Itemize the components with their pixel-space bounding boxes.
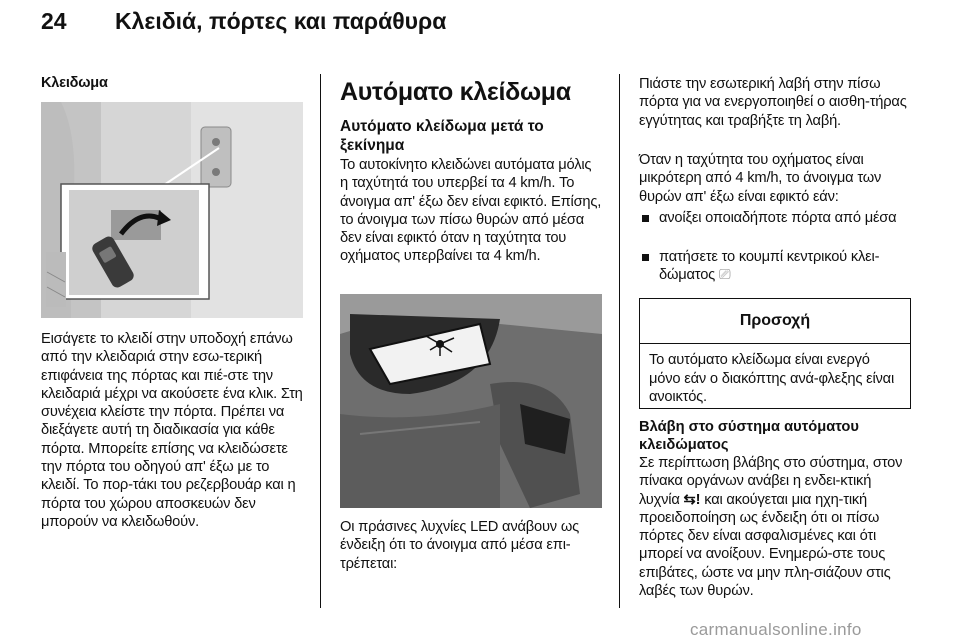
page-title: Κλειδιά, πόρτες και παράθυρα: [115, 8, 447, 34]
fault-heading: Βλάβη στο σύστημα αυτόματου κλειδώματος: [639, 419, 859, 453]
central-lock-icon: ⎚: [718, 267, 731, 284]
column-divider: [619, 74, 620, 608]
watermark: carmanualsonline.info: [690, 620, 862, 639]
key-lock-photo: [41, 102, 303, 318]
handle-sensor-paragraph: Πιάστε την εσωτερική λαβή στην πίσω πόρτα για να ενεργοποιηθεί ο αισθη-τήρας εγγύτητας και τραβήξτε τη λαβή.: [639, 76, 907, 129]
page-header: [0, 0, 960, 44]
column-divider: [320, 74, 321, 608]
speed-condition-paragraph: Όταν η ταχύτητα του οχήματος είναι μικρότερη από 4 km/h, το άνοιγμα των θυρών απ' έξω είναι εφικτό εάν:: [639, 152, 882, 205]
fault-text-b: και ακούγεται μια ηχη-τική προειδοποίηση ως ένδειξη ότι οι πίσω πόρτες δεν είναι ασφαλισμένες και ότι μπορεί να ανοίξουν. Ενημερώ-στε τους επιβάτες, ώστε να μην πλη-σιάζουν στις λαβές των θυρών.: [639, 491, 891, 600]
bullet-item: [639, 248, 911, 285]
warning-lamp-icon: ⇆!: [683, 491, 701, 508]
bullet-text: πατήσετε το κουμπί κεντρικού κλει-δώματος: [659, 249, 880, 284]
warning-box: [639, 298, 911, 409]
section-heading: Αυτόματο κλείδωμα: [340, 78, 571, 106]
section-label: Κλειδωμα: [41, 75, 108, 91]
fault-paragraph: [639, 454, 911, 600]
warning-title: Προσοχή: [640, 299, 910, 344]
door-handle-led-photo: [340, 294, 602, 508]
page-number: 24: [41, 8, 67, 34]
bullet-item: [639, 209, 911, 227]
bullet-text: ανοίξει οποιαδήποτε πόρτα από μέσα: [659, 210, 897, 226]
auto-lock-paragraph: Το αυτοκίνητο κλειδώνει αυτόματα μόλις η ταχύτητά του υπερβεί τα 4 km/h. Το άνοιγμα απ' έξω δεν είναι εφικτό. Επίσης, το άνοιγμα των πίσω θυρών από μέσα δεν είναι εφικτό όταν η ταχύτητα του οχήματος υπερβαίνει τα 4 km/h.: [340, 157, 602, 265]
fault-text-a: Σε περίπτωση βλάβης στο σύστημα, στον πίνακα οργάνων ανάβει η ενδει-κτική λυχνία: [639, 455, 903, 508]
locking-instructions: Εισάγετε το κλειδί στην υποδοχή επάνω από την κλειδαριά στην εσω-τερική επιφάνεια της πόρτας και πιέ-στε την κλειδαριά μέχρι να ακούσετε ένα κλικ. Στη συνέχεια κλείστε την πόρτα. Πρέπει να διεξάγετε αυτή τη διαδικασία για κάθε πόρτα. Μπορείτε επίσης να κλειδώσετε την πόρτα του οδηγού απ' έξω με το κλειδί. Το πορ-τάκι του ρεζερβουάρ και η πόρτα του χώρου αποσκευών δεν μπορούν να κλειδωθούν.: [41, 331, 303, 530]
warning-text: Το αυτόματο κλείδωμα είναι ενεργό μόνο εάν ο διακόπτης ανά-φλεξης είναι ανοικτός.: [649, 352, 895, 405]
photo-caption: Οι πράσινες λυχνίες LED ανάβουν ως ένδειξη ότι το άνοιγμα από μέσα επι-τρέπεται:: [340, 519, 579, 572]
subsection-heading: Αυτόματο κλείδωμα μετά το ξεκίνημα: [340, 118, 544, 154]
